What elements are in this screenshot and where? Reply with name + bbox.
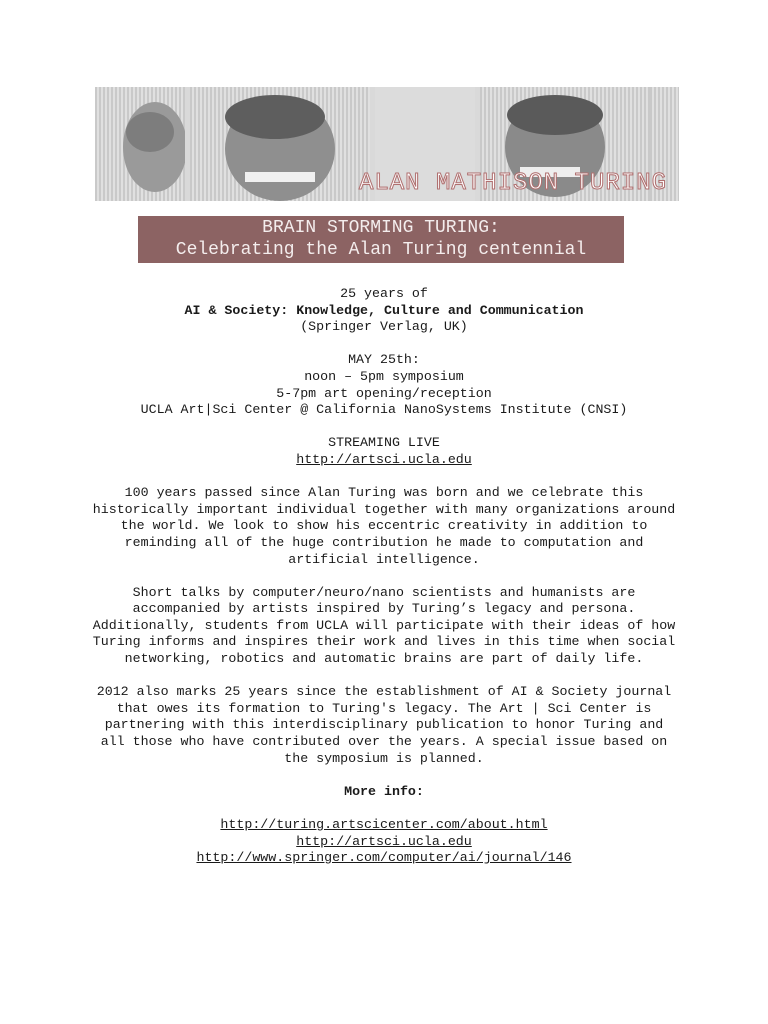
more-info-label: More info:	[344, 783, 424, 799]
banner-title: ALAN MATHISON TURING	[358, 170, 667, 197]
headline-box	[138, 216, 624, 263]
intro-journal: AI & Society: Knowledge, Culture and Communication	[184, 302, 584, 318]
event-reception: 5-7pm art opening/reception	[276, 385, 492, 401]
portrait-image	[190, 87, 370, 201]
more-info-link-springer[interactable]: http://www.springer.com/computer/ai/journal/146	[196, 850, 572, 866]
paragraph-talks: Short talks by computer/neuro/nano scientists and humanists are accompanied by artists inspired by Turing’s legacy and persona. Additionally, students from UCLA will participate with their ideas of how Turing informs and inspires their work and lives in this time when social networking, robotics and automatic brains are part of daily life.	[92, 584, 676, 667]
flyer-body	[90, 286, 678, 867]
headline-subtitle: Celebrating the Alan Turing centennial	[175, 240, 587, 260]
event-date: MAY 25th:	[348, 352, 420, 368]
more-info-link-artsci[interactable]: http://artsci.ucla.edu	[296, 833, 472, 849]
headline-title: BRAIN STORMING TURING:	[262, 218, 500, 238]
intro-publisher: (Springer Verlag, UK)	[300, 319, 468, 335]
paragraph-centennial: 100 years passed since Alan Turing was born and we celebrate this historically important individual together with many organizations around the world. We look to show his eccentric creativity in addition to reminding all of the huge contribution he made to computation and artificial intelligence.	[92, 485, 676, 567]
stream-link[interactable]: http://artsci.ucla.edu	[296, 451, 472, 467]
portrait-image	[95, 87, 185, 201]
intro-years: 25 years of	[340, 286, 428, 301]
header-banner	[95, 87, 679, 201]
event-venue: UCLA Art|Sci Center @ California NanoSystems Institute (CNSI)	[140, 402, 628, 418]
stream-label: STREAMING LIVE	[328, 435, 440, 451]
more-info-link-about[interactable]: http://turing.artscicenter.com/about.html	[220, 817, 548, 832]
event-symposium: noon – 5pm symposium	[304, 368, 464, 384]
paragraph-journal: 2012 also marks 25 years since the establishment of AI & Society journal that owes its formation to Turing's legacy. The Art | Sci Center is partnering with this interdisciplinary publication to honor Turing and all those who have contributed over the years. A special issue based on the symposium is planned.	[96, 684, 672, 766]
